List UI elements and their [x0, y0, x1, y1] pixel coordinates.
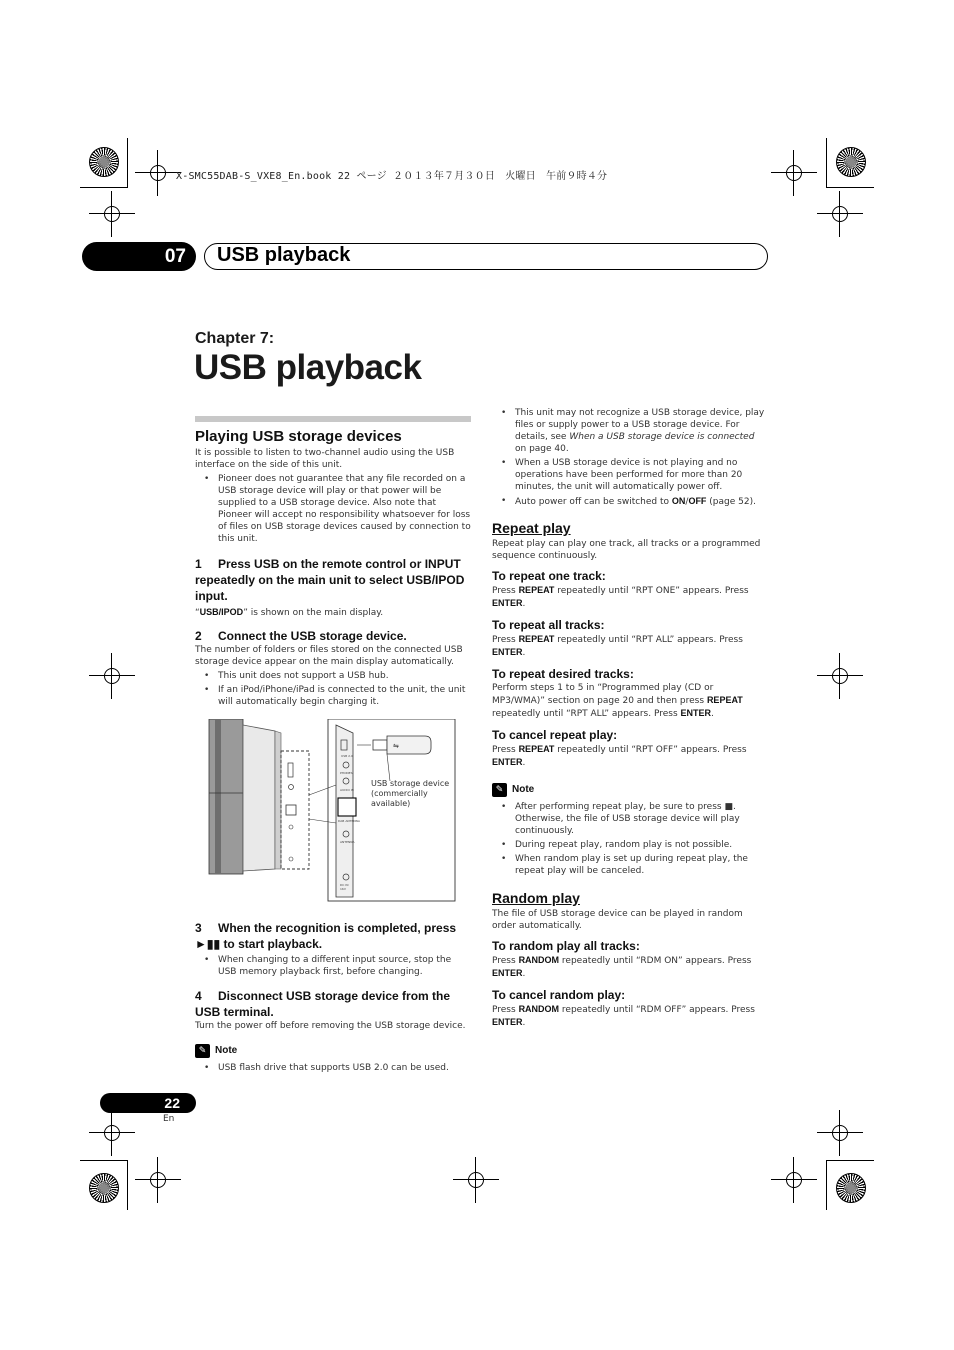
- repeat-play-title: Repeat play: [492, 520, 571, 536]
- note-bullets: [492, 801, 768, 877]
- svg-text:⇋: ⇋: [393, 742, 399, 750]
- step-2-heading: 2 Connect the USB storage device.: [195, 629, 407, 643]
- repeat-one-text: Press REPEAT repeatedly until “RPT ONE” appears. Press ENTER.: [492, 585, 749, 609]
- left-column: [195, 416, 471, 1076]
- repeat-desired-heading: To repeat desired tracks:: [492, 667, 634, 681]
- starburst-mark-bottom-right: [836, 1173, 866, 1203]
- list-item: • After performing repeat play, be sure to press ■. Otherwise, the file of USB storage device will play continuously.: [515, 801, 768, 837]
- list-item: • Auto power off can be switched to ON/OFF (page 52).: [515, 495, 768, 508]
- step-2-bullets: [195, 670, 471, 708]
- registration-mark: [101, 1122, 123, 1144]
- play-pause-icon: ►▮▮: [195, 937, 221, 951]
- registration-mark: [829, 665, 851, 687]
- repeat-all-text: Press REPEAT repeatedly until “RPT ALL” appears. Press ENTER.: [492, 634, 743, 658]
- repeat-all-heading: To repeat all tracks:: [492, 618, 605, 632]
- random-all-text: Press RANDOM repeatedly until “RDM ON” appears. Press ENTER.: [492, 955, 752, 979]
- crop-mark: [826, 138, 827, 188]
- registration-mark: [147, 162, 169, 184]
- list-item: • During repeat play, random play is not possible.: [515, 839, 768, 851]
- random-all-heading: To random play all tracks:: [492, 939, 640, 953]
- svg-text:16V: 16V: [340, 887, 346, 891]
- repeat-desired-text: Perform steps 1 to 5 in “Programmed play (CD or MP3/WMA)” section on page 20 and then press REPEAT repeatedly until “RPT ALL” appears. Press ENTER.: [492, 683, 743, 719]
- step-3-bullets: [195, 954, 471, 978]
- list-item: • When a USB storage device is not playing and no operations have been performed for more than 20 minutes, the unit will automatically power off.: [515, 457, 768, 493]
- intro-text: It is possible to listen to two-channel audio using the USB interface on the side of this unit.: [195, 448, 455, 470]
- svg-text:DAB ANTENNA: DAB ANTENNA: [338, 819, 360, 823]
- crop-mark: [127, 1160, 128, 1210]
- list-item: • When random play is set up during repeat play, the repeat play will be canceled.: [515, 853, 768, 877]
- registration-mark: [783, 1169, 805, 1191]
- section-title: Playing USB storage devices: [195, 428, 402, 445]
- starburst-mark-top-right: [836, 147, 866, 177]
- random-play-title: Random play: [492, 890, 580, 906]
- usb-device-callout: USB storage device (commercially available): [371, 779, 450, 808]
- note-icon: ✎: [492, 783, 507, 797]
- cancel-repeat-heading: To cancel repeat play:: [492, 728, 618, 742]
- step-4-desc: Turn the power off before removing the USB storage device.: [195, 1021, 466, 1031]
- right-column: [492, 407, 768, 1029]
- crop-mark: [80, 1160, 128, 1161]
- list-item: • If an iPod/iPhone/iPad is connected to the unit, the unit will automatically begin charging it.: [218, 684, 471, 708]
- cancel-repeat-text: Press REPEAT repeatedly until “RPT OFF” appears. Press ENTER.: [492, 744, 747, 768]
- chapter-label: Chapter 7:: [195, 330, 275, 347]
- crop-mark: [826, 1160, 874, 1161]
- step-4-heading: 4 Disconnect USB storage device from the USB terminal.: [195, 989, 451, 1019]
- random-play-intro: The file of USB storage device can be played in random order automatically.: [492, 909, 743, 931]
- list-item: • Pioneer does not guarantee that any file recorded on a USB storage device will play or that power will be supplied to a USB storage device. Also note that Pioneer will accept no responsibility whatsoever for loss of files on USB storage devices caused by connection to this unit.: [218, 473, 471, 545]
- svg-text:DC IN: DC IN: [340, 883, 349, 887]
- registration-mark: [783, 162, 805, 184]
- registration-mark: [829, 1122, 851, 1144]
- note-icon: ✎: [195, 1044, 210, 1058]
- registration-mark: [829, 203, 851, 225]
- usb-connection-figure: [195, 719, 471, 909]
- step-2-desc: The number of folders or files stored on the connected USB storage device appear on the main display automatically.: [195, 645, 463, 667]
- starburst-mark-top-left: [89, 147, 119, 177]
- chapter-title: USB playback: [194, 348, 422, 387]
- crop-mark: [127, 138, 128, 188]
- registration-mark: [101, 203, 123, 225]
- step-1-heading: 1 Press USB on the remote control or INPUT repeatedly on the main unit to select USB/IPOD input.: [195, 557, 465, 603]
- stop-icon: ■: [724, 802, 733, 812]
- note-heading: ✎ Note: [492, 783, 768, 797]
- repeat-one-heading: To repeat one track:: [492, 569, 606, 583]
- step-3-heading: 3 When the recognition is completed, press ►▮▮ to start playback.: [195, 921, 457, 951]
- page-language: En: [163, 1114, 175, 1124]
- svg-text:USB 2.0: USB 2.0: [341, 754, 353, 758]
- repeat-play-intro: Repeat play can play one track, all tracks or a programmed sequence continuously.: [492, 539, 761, 561]
- crop-mark: [80, 187, 128, 188]
- svg-text:PHONES: PHONES: [340, 771, 353, 775]
- svg-text:ANTENNA: ANTENNA: [340, 840, 355, 844]
- registration-mark: [147, 1169, 169, 1191]
- print-header-line: X-SMC55DAB-S_VXE8_En.book 22 ページ ２０１３年７月３０日 火曜日 午前９時４分: [176, 171, 608, 182]
- cancel-random-heading: To cancel random play:: [492, 988, 626, 1002]
- intro-bullets: [195, 473, 471, 545]
- list-item: • When changing to a different input source, stop the USB memory playback first, before changing.: [218, 954, 471, 978]
- registration-mark: [465, 1169, 487, 1191]
- registration-mark: [101, 665, 123, 687]
- chapter-tab-title: USB playback: [217, 244, 351, 266]
- note-bullets: [195, 1062, 471, 1074]
- page-number: 22: [100, 1093, 196, 1113]
- step-1-desc: “USB/IPOD” is shown on the main display.: [195, 607, 384, 618]
- section-bar: [195, 416, 471, 422]
- svg-text:AUDIO IN: AUDIO IN: [340, 788, 354, 792]
- crop-mark: [826, 187, 874, 188]
- chapter-number-tab: 07: [82, 242, 196, 271]
- unit-side-illustration: [195, 719, 471, 909]
- list-item: • This unit does not support a USB hub.: [218, 670, 471, 682]
- list-item: • This unit may not recognize a USB storage device, play files or supply power to a USB storage device. For details, see When a USB storage device is connected on page 40.: [515, 407, 768, 455]
- note-heading: ✎ Note: [195, 1044, 471, 1058]
- usb-caution-bullets: [492, 407, 768, 508]
- list-item: • USB flash drive that supports USB 2.0 can be used.: [218, 1062, 471, 1074]
- crop-mark: [826, 1160, 827, 1210]
- starburst-mark-bottom-left: [89, 1173, 119, 1203]
- cancel-random-text: Press RANDOM repeatedly until “RDM OFF” appears. Press ENTER.: [492, 1004, 755, 1028]
